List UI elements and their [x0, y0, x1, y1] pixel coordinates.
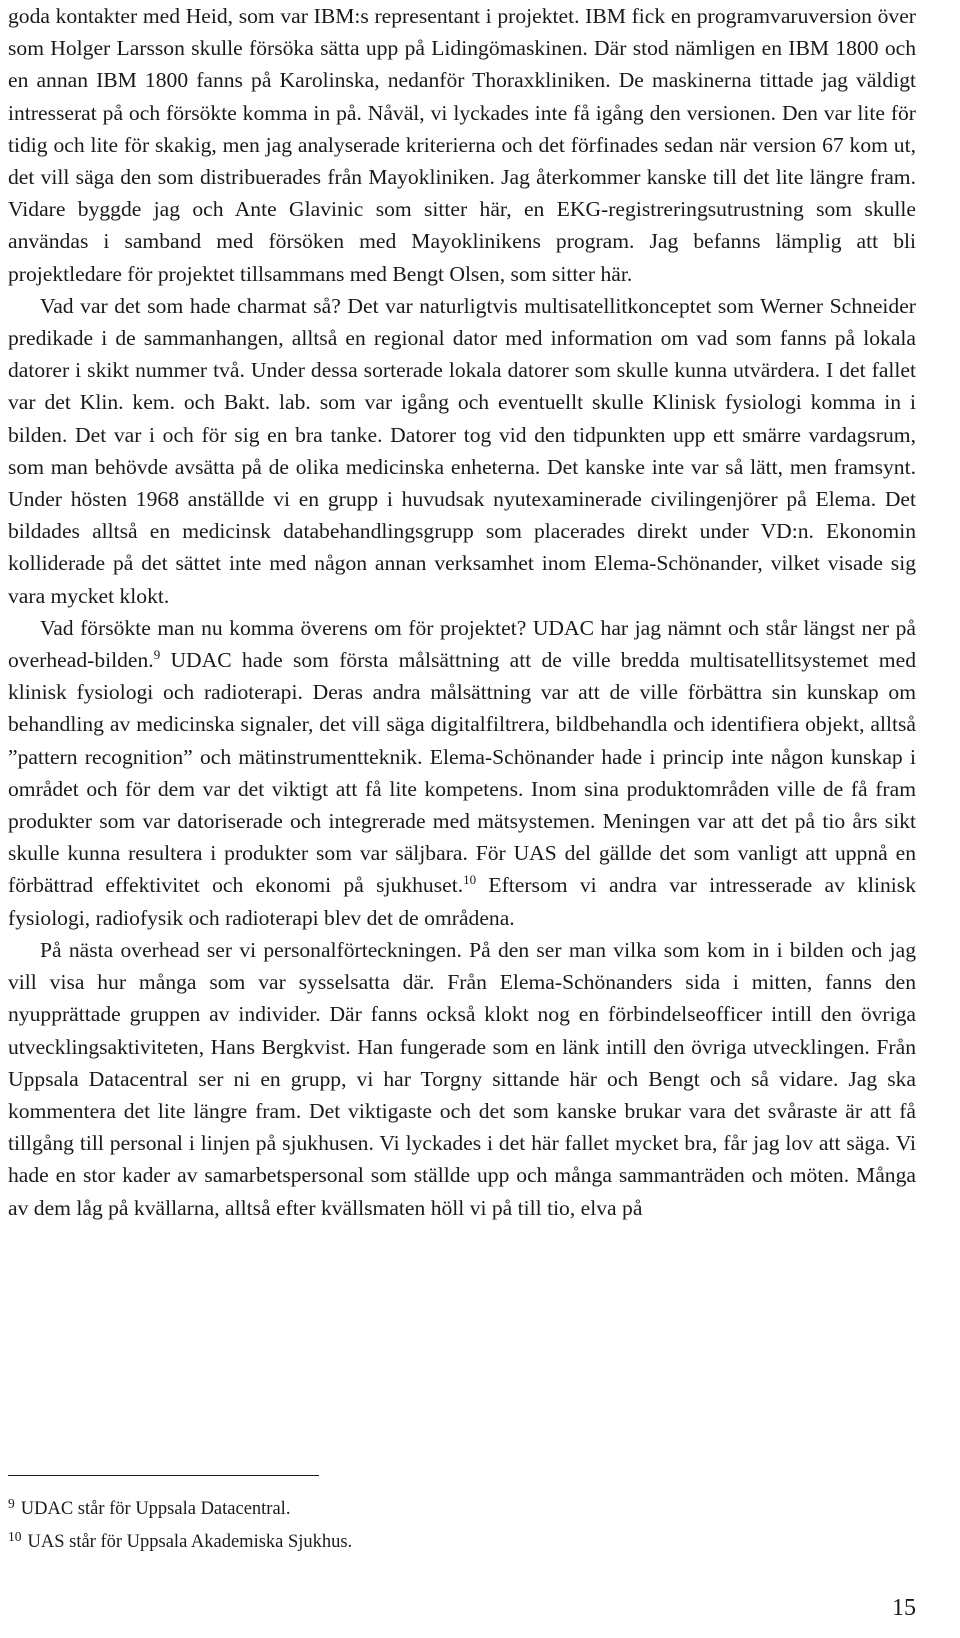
- body-text: [8, 0, 916, 1224]
- footnote: [8, 1493, 908, 1526]
- footnote-separator: [8, 1475, 319, 1476]
- paragraph: [8, 290, 916, 612]
- paragraph: [8, 0, 916, 290]
- paragraph-text: goda kontakter med Heid, som var IBM:s representant i projektet. IBM fick en programvaruversion över som Holger Larsson skulle försöka sätta upp på Lidingömaskinen. Där stod nämligen en IBM 1800 och en annan IBM 1800 fanns på Karolinska, nedanför Thoraxkliniken. De maskinerna tittade jag väldigt intresserat på och försökte komma in på. Nåväl, vi lyckades inte få igång den versionen. Den var lite för tidig och lite för skakig, men jag analyserade kriterierna och det förfinades sedan när version 67 kom ut, det vill säga den som distribuerades från Mayokliniken. Jag återkommer kanske till det lite längre fram. Vidare byggde jag och Ante Glavinic som sitter här, en EKG-registreringsutrustning som skulle användas i samband med försöken med Mayoklinikens program. Jag befanns lämplig att bli projektledare för projektet tillsammans med Bengt Olsen, som sitter här.: [8, 4, 916, 286]
- paragraph-text: UDAC hade som första målsättning att de ville bredda multisatellitsystemet med klinisk fysiologi och radioterapi. Deras andra målsättning var att de ville förbättra sin kunskap om behandling av medicinska signaler, det vill säga digitalfiltrera, bildbehandla och identifiera objekt, alltså ”pattern recognition” och mätinstrumentteknik. Elema-Schönander hade i princip inte någon kunskap i området och för dem var det viktigt att få lite kompetens. Inom sina produktområden ville de få fram produkter som var datoriserade och integrerade med mätsystemen. Meningen var att det på tio års sikt skulle kunna resultera i produkter som var säljbara. För UAS del gällde det som vanligt att uppnå en förbättrad effektivitet och ekonomi på sjukhuset.: [8, 648, 916, 898]
- footnote: [8, 1526, 908, 1559]
- paragraph-text: Vad var det som hade charmat så? Det var naturligtvis multisatellitkonceptet som Werner Schneider predikade i de sammanhangen, alltså en regional dator med information om vad som fanns på lokala datorer i skikt nummer två. Under dessa sorterade lokala datorer som skulle kunna utvärdera. I det fallet var det Klin. kem. och Bakt. lab. som var igång och eventuellt skulle Klinisk fysiologi komma in i bilden. Det var i och för sig en bra tanke. Datorer tog vid den tidpunkten upp ett smärre vardagsrum, som man behövde avsätta på de olika medicinska enheterna. Det kanske inte var så lätt, men framsynt. Under hösten 1968 anställde vi en grupp i huvudsak nyutexaminerade civilingenjörer på Elema. Det bildades alltså en medicinsk databehandlingsgrupp som placerades direkt under VD:n. Ekonomin kolliderade på det sättet inte med någon annan verksamhet inom Elema-Schönander, vilket visade sig vara mycket klokt.: [8, 293, 916, 608]
- paragraph-text: Vad försökte man nu komma överens om för projektet? UDAC har jag nämnt och står längst ner på overhead-bilden.: [8, 615, 916, 673]
- paragraph: [8, 934, 916, 1224]
- footnote-reference: 10: [463, 872, 477, 888]
- footnote-number: 10: [8, 1529, 22, 1544]
- footnote-text: UAS står för Uppsala Akademiska Sjukhus.: [27, 1532, 353, 1552]
- paragraph-text: Eftersom vi andra var intresserade av klinisk fysiologi, radiofysik och radioterapi blev det de områdena.: [8, 873, 916, 930]
- footnote-text: UDAC står för Uppsala Datacentral.: [20, 1499, 291, 1519]
- footnote-number: 9: [8, 1496, 15, 1511]
- paragraph: [8, 612, 916, 934]
- footnote-reference: 9: [153, 647, 161, 663]
- footnotes: [8, 1493, 908, 1559]
- page-number: 15: [892, 1595, 916, 1621]
- paragraph-text: På nästa overhead ser vi personalförteckningen. På den ser man vilka som kom in i bilden och jag vill visa hur många som var sysselsatta där. Från Elema-Schönanders sida i mitten, fanns den nyupprättade gruppen av individer. Där fanns också klokt nog en förbindelseofficer intill den övriga utvecklingsaktiviteten, Hans Bergkvist. Han fungerade som en länk intill den övriga utvecklingen. Från Uppsala Datacentral ser ni en grupp, vi har Torgny sittande här och Bengt och så vidare. Jag ska kommentera det lite längre fram. Det viktigaste och det som kanske brukar vara det svåraste är att få tillgång till personal i linjen på sjukhusen. Vi lyckades i det här fallet mycket bra, får jag lov att säga. Vi hade en stor kader av samarbetspersonal som ställde upp och många sammanträden och möten. Många av dem låg på kvällarna, alltså efter kvällsmaten höll vi på till tio, elva på: [8, 937, 916, 1220]
